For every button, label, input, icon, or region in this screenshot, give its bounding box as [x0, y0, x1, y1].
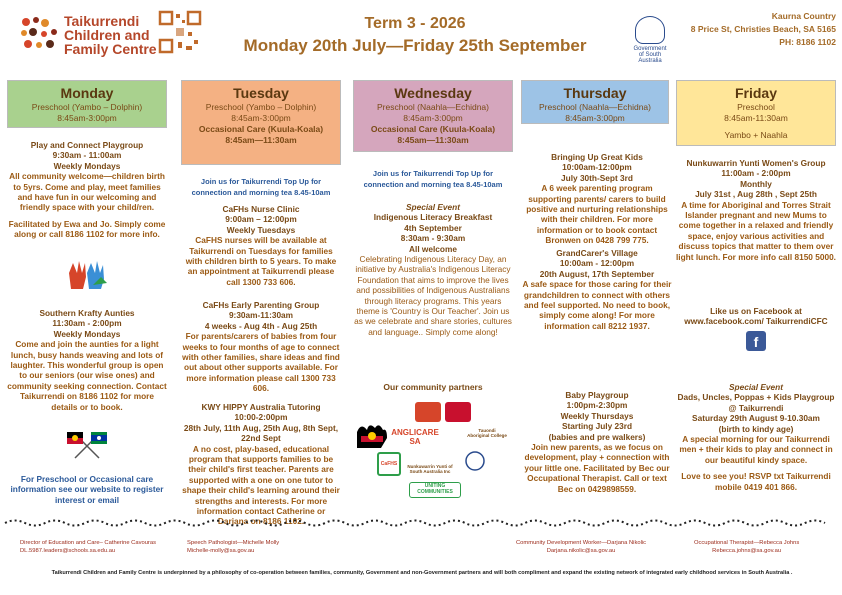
contact-email[interactable]: DL.5987.leaders@schools.sa.edu.au: [20, 547, 116, 554]
partner-anglicare: ANGLICARE SA: [389, 428, 441, 440]
event-dates: July 31st , Aug 28th , Sept 25th: [695, 189, 817, 200]
special-event-label: Special Event: [406, 202, 460, 212]
footer-contact-ot: [694, 540, 799, 555]
contact-email[interactable]: Rebecca.johns@sa.gov.au: [712, 547, 782, 554]
event-frequency: 4 weeks - Aug 4th - Aug 25th: [204, 320, 318, 331]
partner-logo-hand: [445, 402, 471, 422]
wednesday-header: [353, 80, 513, 152]
monday-preschool: Preschool (Yambo – Dolphin): [31, 102, 143, 112]
event-body: A special morning for our Taikurrendi men + their kids to play and connect in our beautiful kindy space.: [679, 434, 833, 465]
thursday-grandcarers: [521, 248, 673, 331]
event-body: CaFHS nurses will be available at Taikurrendi on Tuesdays for families with children birth to 5 years. To make an appointment at Taikurrendi please call 1300 733 606.: [185, 235, 337, 287]
event-time: 8:30am - 9:30am: [400, 233, 466, 244]
gov-line2: of South Australia: [638, 52, 662, 64]
event-date: Saturday 29th August 9-10.30am: [692, 413, 820, 424]
contact-email[interactable]: Darjana.nikolic@sa.gov.au: [546, 547, 616, 554]
address: [680, 10, 836, 49]
qr-code[interactable]: [158, 10, 202, 54]
gov-crest-icon: [635, 16, 665, 44]
event-title: Baby Playgroup: [565, 390, 629, 400]
friday-dads-playgroup: [676, 382, 836, 492]
monday-day: Monday: [60, 85, 114, 101]
wednesday-literacy-breakfast: [353, 202, 513, 337]
partner-cafhs: CaFHS: [377, 452, 401, 476]
facebook-icon[interactable]: f: [746, 331, 766, 351]
footer-contact-community: [516, 540, 646, 555]
tuesday-nurse-clinic: [181, 204, 341, 287]
gov-line1: Government: [633, 46, 667, 52]
event-time: 10:00am-12:00pm: [562, 162, 632, 173]
friday-day: Friday: [734, 85, 777, 101]
monday-playgroup: [7, 140, 167, 240]
thursday-baby-playgroup: [521, 390, 673, 494]
wednesday-occasional-hours: 8:45am—11:30am: [397, 135, 469, 145]
event-frequency: Weekly Thursdays: [560, 410, 634, 421]
thursday-day: Thursday: [563, 85, 627, 101]
tuesday-preschool-hours: 8:45am-3:00pm: [231, 113, 291, 123]
partners-title: Our community partners: [383, 382, 483, 392]
event-title: Bringing Up Great Kids: [551, 152, 643, 162]
event-start: Starting July 23rd: [561, 421, 633, 432]
event-body: Join new parents, as we focus on development, play + connection with your little one. Facilitated by Bec our Occupational Therapist. Call or text Bec on 0429898559.: [524, 442, 670, 494]
tuesday-occasional-hours: 8:45am—11:30am: [225, 135, 297, 145]
event-title: Nunkuwarrin Yunti Women's Group: [686, 158, 826, 168]
org-logo-text: [64, 14, 157, 56]
event-title: KWY HIPPY Australia Tutoring: [201, 402, 321, 412]
monday-preschool-info: [7, 474, 167, 505]
wednesday-column: [353, 80, 513, 510]
partner-logo-red: [415, 402, 441, 422]
event-rsvp: Love to see you! RSVP txt Taikurrendi mobile 0419 401 866.: [681, 471, 831, 492]
flags-icon: [65, 430, 109, 460]
dotted-border-divider: [0, 518, 842, 528]
event-body: A time for Aboriginal and Torres Strait Islander pregnant and new Mums to come together in a relaxed and friendly space, enjoy various activities and discuss topics that matter to them over light lunch. For more info call 8150 5000.: [676, 199, 836, 262]
footer-contact-speech: [187, 540, 279, 555]
address-line2: 8 Price St, Christies Beach, SA 5165: [690, 24, 836, 34]
org-line3: Family Centre: [64, 41, 157, 57]
tuesday-day: Tuesday: [233, 85, 289, 101]
contact-email[interactable]: Michelle-molly@sa.gov.au: [187, 547, 255, 554]
event-time: 1:00pm-2:30pm: [566, 400, 628, 411]
friday-womens-group: [676, 158, 836, 262]
partner-uniting: UNITING COMMUNITIES: [409, 482, 461, 498]
event-subtitle: (birth to kindy age): [718, 423, 794, 434]
gov-logo: [628, 16, 672, 64]
tuesday-parenting-group: [181, 300, 341, 394]
contact-role: Community Development Worker—Darjana Nikolic: [516, 540, 647, 546]
preschool-info-text: For Preschool or Occasional care information see our website to register interest or email: [10, 474, 164, 505]
event-frequency: Weekly Mondays: [53, 328, 121, 339]
tuesday-top-up: Join us for Taikurrendi Top Up for connection and morning tea 8.45-10am: [191, 177, 331, 197]
event-time: 10:00am - 12:00pm: [559, 258, 635, 269]
thursday-column: [521, 80, 681, 510]
event-time: 11:00am - 2:00pm: [721, 168, 791, 179]
wednesday-day: Wednesday: [394, 85, 472, 101]
event-dates: 28th July, 11th Aug, 25th Aug, 8th Sept, 22nd Sept: [183, 422, 339, 444]
event-time: 11:30am - 2:00pm: [52, 318, 122, 329]
special-event-label: Special Event: [729, 382, 783, 392]
contact-role: Speech Pathologist—Michelle Molly: [187, 540, 280, 546]
partner-tauondi: Tauondi Aboriginal College: [467, 428, 507, 444]
friday-preschool: Preschool: [737, 102, 775, 112]
event-body: Celebrating Indigenous Literacy Day, an initiative by Australia's Indigenous Literacy Foundation that aims to improve the lives and possibilities of Indigenous Australians through literacy programs. This years theme is 'Country is Our Teacher'. Join us as we celebrate and share stories, cultures and language.. Simply come along!: [354, 254, 512, 337]
event-body: A no cost, play-based, educational program that supports families to be their child's first teacher. Parents are supported with a one on one tutor to shape their child's learning around their strengths and interests. For more information contact Catherine or Darjana on 8186 1102.: [182, 443, 340, 527]
tuesday-column: [181, 80, 341, 527]
thursday-great-kids: [521, 152, 673, 246]
thursday-header: [521, 80, 669, 124]
event-time: 9:00am – 12:00pm: [225, 214, 297, 225]
partner-nunkuwarrin: Nunkuwarrin Yunti of South Australia Inc: [407, 450, 453, 478]
wednesday-top-up: Join us for Taikurrendi Top Up for connection and morning tea 8.45-10am: [363, 169, 503, 189]
friday-facebook[interactable]: [676, 306, 836, 351]
address-phone: PH: 8186 1102: [779, 37, 836, 47]
org-line1: Taikurrendi: [64, 13, 140, 29]
event-date: 4th September: [404, 222, 462, 233]
wednesday-occasional-care: Occasional Care (Kuula-Koala): [370, 124, 496, 134]
event-body: Come and join the aunties for a light lunch, busy hands weaving and lots of laughter. This wonderful group is open to our seniors (our wise ones) and community seeking connection. Contact Taikurrendi on 8186 1102 for more details or to book.: [7, 339, 167, 412]
friday-header: [676, 80, 836, 146]
friday-hours: 8:45am-11:30am: [724, 113, 788, 123]
wednesday-preschool: Preschool (Naahla—Echidna): [377, 102, 489, 112]
event-title: CaFHs Early Parenting Group: [202, 300, 320, 310]
thursday-preschool: Preschool (Naahla—Echidna): [539, 102, 651, 112]
event-dates: July 30th-Sept 3rd: [561, 172, 633, 183]
org-logo-dots: [18, 14, 62, 54]
tuesday-header: [181, 80, 341, 165]
event-title: Indigenous Literacy Breakfast: [373, 212, 493, 223]
facebook-link[interactable]: Like us on Facebook at www.facebook.com/ TaikurrendiCFC: [684, 306, 828, 327]
event-body: A 6 week parenting program supporting parents/ carers to build positive and nurturing relationships with their children. For more information or to book contact Bronwen on 0428 799 775.: [526, 183, 668, 246]
event-time: 9:30am-11:30am: [228, 310, 294, 321]
event-title: CaFHs Nurse Clinic: [222, 204, 300, 214]
event-frequency: Weekly Tuesdays: [226, 224, 296, 235]
event-frequency: Monthly: [740, 178, 772, 189]
event-subtitle: (babies and pre walkers): [548, 431, 646, 442]
contact-role: Director of Education and Care– Catherine Cavouras: [20, 540, 156, 546]
partner-gov-crest-icon: [459, 450, 491, 476]
term-dates: Monday 20th July—Friday 25th September: [243, 36, 587, 55]
event-welcome: All welcome: [409, 243, 457, 254]
tuesday-preschool: Preschool (Yambo – Dolphin): [205, 102, 317, 112]
org-line2: Children and: [64, 27, 150, 43]
term-title: Term 3 - 2026: [364, 15, 466, 32]
tuesday-occasional-care: Occasional Care (Kuula-Koala): [198, 124, 324, 134]
term-heading: [220, 14, 610, 58]
event-time: 9:30am - 11:00am: [52, 150, 122, 161]
footer-contact-director: [20, 540, 156, 555]
event-title: Southern Krafty Aunties: [39, 308, 135, 318]
event-title: Play and Connect Playgroup: [30, 140, 144, 150]
monday-hours: 8:45am-3:00pm: [57, 113, 117, 123]
event-frequency: Weekly Mondays: [53, 160, 121, 171]
aboriginal-flag-hand-icon: [355, 420, 389, 450]
event-title: Dads, Uncles, Poppas + Kids Playgroup @ Taikurrendi: [677, 392, 835, 413]
monday-header: [7, 80, 167, 128]
address-line1: Kaurna Country: [771, 11, 836, 21]
event-body: All community welcome—children birth to 5yrs. Come and play, meet families and have fun in our welcoming and friendly space with your child/ren.: [9, 171, 165, 213]
footer-philosophy-note: Taikurrendi Children and Family Centre is underpinned by a philosophy of co-operation between families, community, Government and non-Government partners and will both compliment and expand the existing network of integrated early childhood services in South Australia .: [51, 570, 793, 576]
event-time: 10:00-2:00pm: [234, 412, 288, 423]
event-title: GrandCarer's Village: [556, 248, 638, 258]
event-extra: Facilitated by Ewa and Jo. Simply come along or call 8186 1102 for more info.: [8, 218, 166, 240]
thursday-hours: 8:45am-3:00pm: [565, 113, 625, 123]
wednesday-preschool-hours: 8:45am-3:00pm: [403, 113, 463, 123]
tuesday-hippy-tutoring: [181, 402, 341, 527]
friday-groups: Yambo + Naahla: [724, 130, 788, 140]
friday-column: [676, 80, 836, 510]
partners-logos: [353, 398, 513, 508]
event-body: A safe space for those caring for their grandchildren to connect with others and feel supported. No need to book, simply come along! For more information call 8212 1937.: [522, 279, 672, 331]
monday-column: [7, 80, 167, 510]
event-dates: 20th August, 17th September: [539, 268, 655, 279]
hands-icon: [63, 255, 113, 295]
event-body: For parents/carers of babies from four weeks to four months of age to connect with other families, share ideas and find out about other supports available. For more information please call 1300 733 606.: [182, 331, 340, 394]
contact-role: Occupational Therapist—Rebecca Johns: [694, 540, 800, 546]
monday-krafty-aunties: [7, 308, 167, 412]
